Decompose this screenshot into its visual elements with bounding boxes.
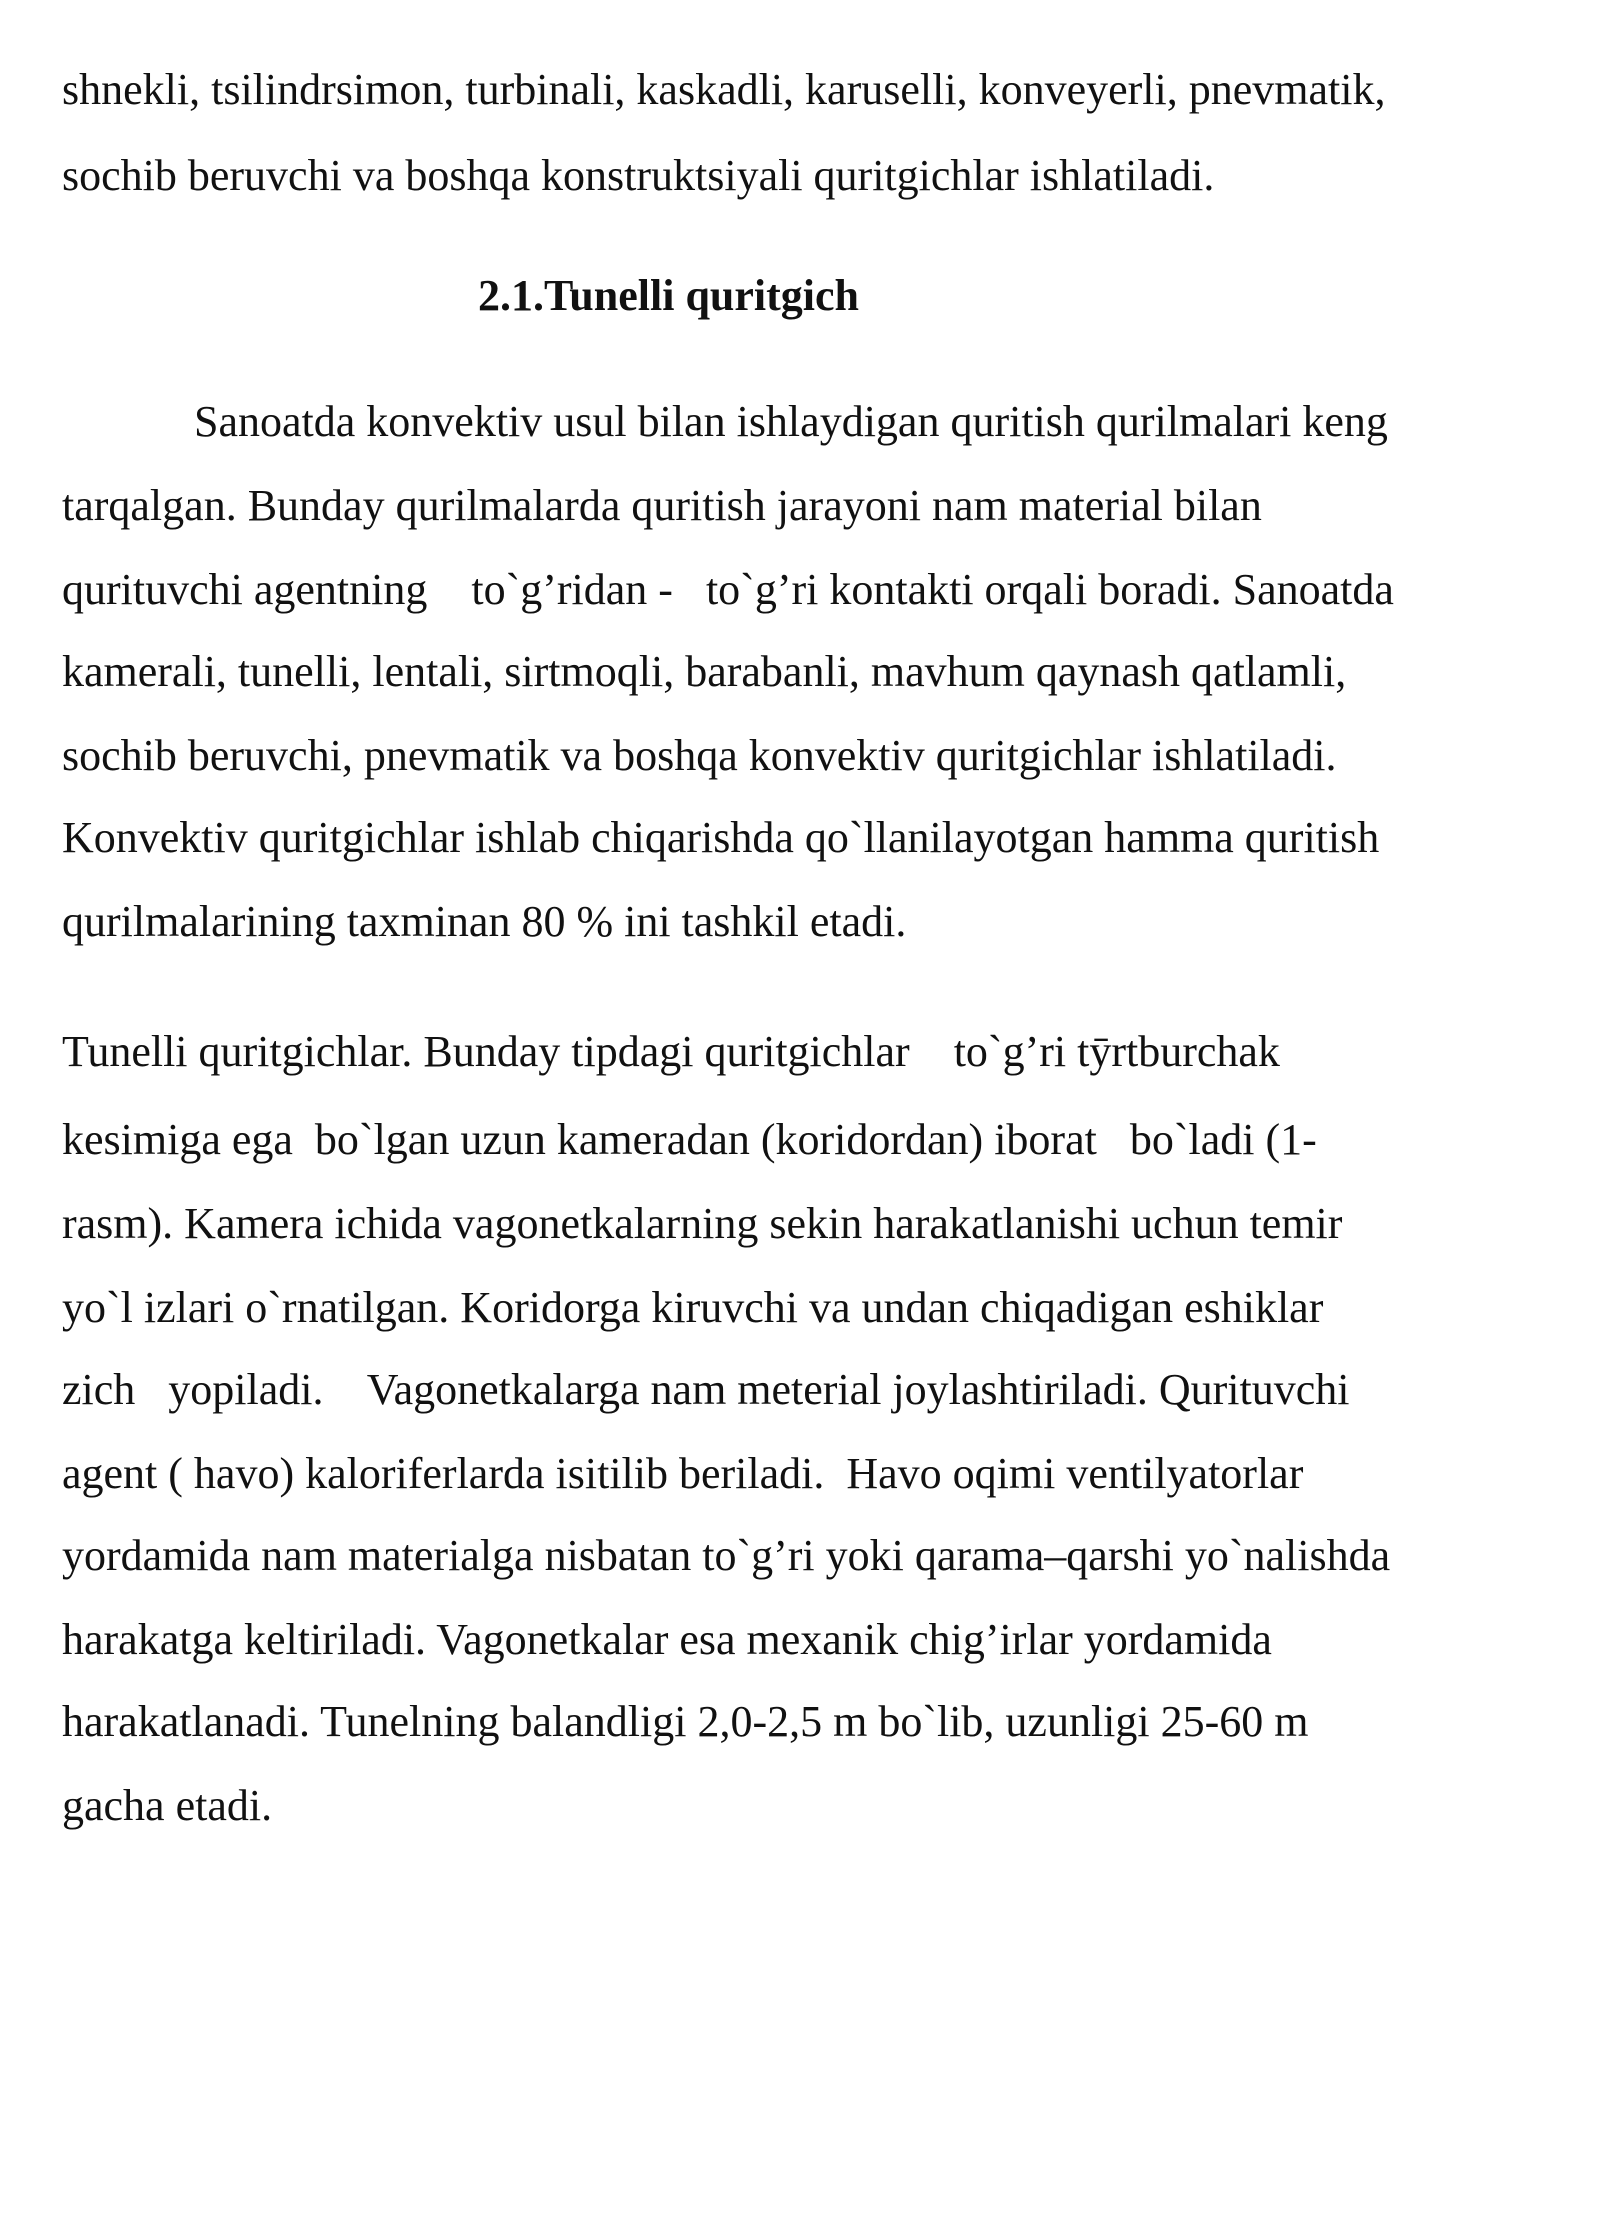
- paragraph2-line: harakatga keltiriladi. Vagonetkalar esa mexanik chig’irlar yordamida: [62, 1615, 1272, 1664]
- paragraph2-line: gacha etadi.: [62, 1781, 273, 1830]
- paragraph2-line: harakatlanadi. Tunelning balandligi 2,0-2,5 m bo`lib, uzunligi 25-60 m: [62, 1697, 1309, 1746]
- paragraph2-line: agent ( havo) kaloriferlarda isitilib beriladi. Havo oqimi ventilyatorlar: [62, 1449, 1304, 1498]
- paragraph1-line: kamerali, tunelli, lentali, sirtmoqli, barabanli, mavhum qaynash qatlamli,: [62, 647, 1347, 696]
- intro-line: sochib beruvchi va boshqa konstruktsiyali quritgichlar ishlatiladi.: [62, 151, 1215, 200]
- paragraph1-line: tarqalgan. Bunday qurilmalarda quritish jarayoni nam material bilan: [62, 481, 1262, 530]
- paragraph2-line: kesimiga ega bo`lgan uzun kameradan (koridordan) iborat bo`ladi (1-: [62, 1115, 1317, 1164]
- section-heading: 2.1.Tunelli quritgich: [478, 271, 860, 320]
- paragraph2-line: rasm). Kamera ichida vagonetkalarning sekin harakatlanishi uchun temir: [62, 1199, 1343, 1248]
- paragraph1-line: Konvektiv quritgichlar ishlab chiqarishda qo`llanilayotgan hamma quritish: [62, 813, 1380, 862]
- paragraph1-line: sochib beruvchi, pnevmatik va boshqa konvektiv quritgichlar ishlatiladi.: [62, 731, 1337, 780]
- paragraph2-line: yordamida nam materialga nisbatan to`g’ri yoki qarama–qarshi yo`nalishda: [62, 1531, 1391, 1580]
- paragraph2-line: zich yopiladi. Vagonetkalarga nam meterial joylashtiriladi. Qurituvchi: [62, 1365, 1350, 1414]
- paragraph1-line: qurilmalarining taxminan 80 % ini tashkil etadi.: [62, 897, 907, 946]
- paragraph1-line: Sanoatda konvektiv usul bilan ishlaydigan quritish qurilmalari keng: [62, 397, 1388, 446]
- paragraph2-line: yo`l izlari o`rnatilgan. Koridorga kiruvchi va undan chiqadigan eshiklar: [62, 1283, 1324, 1332]
- paragraph2-line: Tunelli quritgichlar. Bunday tipdagi quritgichlar to`g’ri tӯrtburchak: [62, 1027, 1280, 1076]
- paragraph1-line: qurituvchi agentning to`g’ridan - to`g’ri kontakti orqali boradi. Sanoatda: [62, 565, 1394, 614]
- intro-line: shnekli, tsilindrsimon, turbinali, kaskadli, karuselli, konveyerli, pnevmatik,: [62, 65, 1386, 114]
